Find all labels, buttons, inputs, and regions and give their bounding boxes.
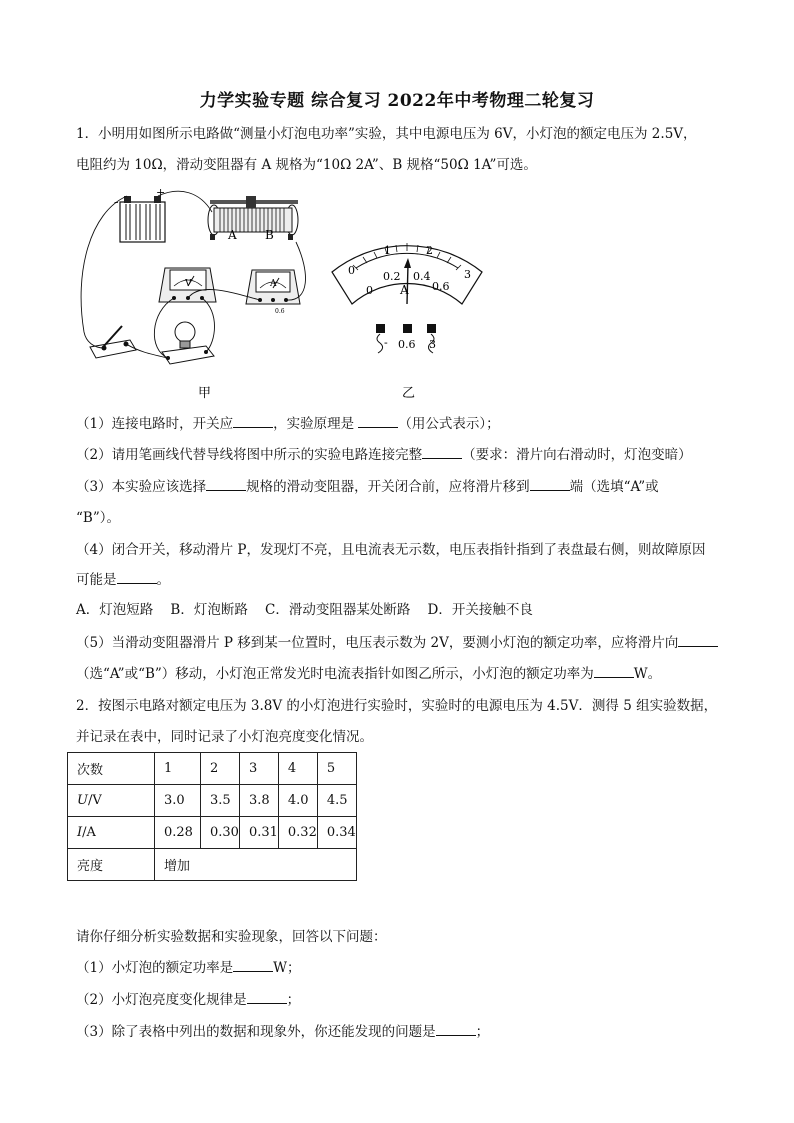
lamp-icon bbox=[162, 322, 214, 364]
table-header-cell: 次数 bbox=[68, 753, 155, 785]
answer-blank[interactable] bbox=[206, 477, 246, 491]
q2-sub3: （3）除了表格中列出的数据和现象外，你还能发现的问题是 ； bbox=[76, 1024, 490, 1040]
answer-blank[interactable] bbox=[436, 1022, 476, 1036]
rheostat-icon bbox=[208, 196, 298, 240]
q1-part3-cont: “B”）。 bbox=[76, 510, 120, 526]
table-row bbox=[68, 785, 357, 817]
table-cell: 0.31 bbox=[239, 817, 278, 849]
table-cell: 3.8 bbox=[239, 785, 278, 817]
figure-jia-caption: 甲 bbox=[198, 386, 212, 401]
switch-icon bbox=[90, 326, 136, 358]
q2-intro-line2: 并记录在表中，同时记录了小灯泡亮度变化情况。 bbox=[76, 729, 373, 745]
rheostat-a-label: A bbox=[228, 228, 237, 242]
ammeter-range-label: 0.6 bbox=[275, 308, 285, 315]
battery-plus-label: + bbox=[156, 186, 166, 199]
dial-top-1: 1 bbox=[384, 244, 391, 257]
table-cell: 2 bbox=[201, 753, 240, 785]
answer-blank[interactable] bbox=[358, 414, 398, 428]
table-cell: 增加 bbox=[155, 849, 357, 881]
q1-options: A．灯泡短路 B．灯泡断路 C．滑动变阻器某处断路 D．开关接触不良 bbox=[76, 602, 533, 618]
dial-unit: A bbox=[400, 283, 409, 297]
table-cell: 4 bbox=[278, 753, 317, 785]
q1-part2: （2）请用笔画线代替导线将图中所示的实验电路连接完整 （要求：滑片向右滑动时，灯泡变暗） bbox=[76, 447, 692, 463]
answer-blank[interactable] bbox=[530, 477, 570, 491]
answer-blank[interactable] bbox=[422, 445, 462, 459]
table-row bbox=[68, 753, 357, 785]
terminal-minus: - bbox=[384, 336, 388, 349]
dial-bottom-0: 0 bbox=[366, 284, 373, 297]
dial-top-0: 0 bbox=[348, 264, 355, 277]
table-cell: 0.28 bbox=[155, 817, 201, 849]
terminal-3: 3 bbox=[429, 338, 436, 351]
q1-intro-line2: 电阻约为 10Ω，滑动变阻器有 A 规格为“10Ω 2A”、B 规格“50Ω 1A”可选。 bbox=[76, 157, 537, 173]
dial-bottom-3: 0.6 bbox=[432, 280, 450, 293]
q1-part5-cont: （选“A”或“B”）移动，小灯泡正常发光时电流表指针如图乙所示，小灯泡的额定功率为 W。 bbox=[76, 666, 662, 682]
table-cell: 0.34 bbox=[317, 817, 356, 849]
answer-blank[interactable] bbox=[247, 990, 287, 1004]
rheostat-b-label: B bbox=[265, 228, 274, 242]
answer-blank[interactable] bbox=[678, 633, 718, 647]
table-cell: 3.5 bbox=[201, 785, 240, 817]
data-table bbox=[67, 752, 357, 881]
dial-top-3: 3 bbox=[464, 268, 471, 281]
battery-icon bbox=[120, 196, 165, 242]
terminal-06: 0.6 bbox=[398, 338, 416, 351]
q1-part1: （1）连接电路时，开关应 ，实验原理是 （用公式表示）； bbox=[76, 416, 500, 432]
answer-blank[interactable] bbox=[233, 958, 273, 972]
table-cell: 3.0 bbox=[155, 785, 201, 817]
q2-sub2: （2）小灯泡亮度变化规律是 ； bbox=[76, 992, 301, 1008]
table-row bbox=[68, 849, 357, 881]
figure-yi-caption: 乙 bbox=[402, 386, 416, 401]
table-cell: 1 bbox=[155, 753, 201, 785]
answer-blank[interactable] bbox=[594, 664, 634, 678]
page-title: 力学实验专题 综合复习 2022年中考物理二轮复习 bbox=[199, 91, 595, 111]
q2-sub1: （1）小灯泡的额定功率是 W； bbox=[76, 960, 301, 976]
q1-part4-cont: 可能是 。 bbox=[76, 572, 170, 588]
table-cell: 3 bbox=[239, 753, 278, 785]
q2-intro-line1: 2．按图示电路对额定电压为 3.8V 的小灯泡进行实验时，实验时的电源电压为 4.5V．测得 5 组实验数据， bbox=[76, 698, 718, 714]
voltmeter-label: V bbox=[185, 279, 192, 289]
battery-minus-label: - bbox=[114, 195, 119, 210]
answer-blank[interactable] bbox=[233, 414, 273, 428]
answer-blank[interactable] bbox=[117, 570, 157, 584]
table-header-cell: 亮度 bbox=[68, 849, 155, 881]
dial-top-2: 2 bbox=[426, 244, 433, 257]
table-row bbox=[68, 817, 357, 849]
table-header-cell: I/A bbox=[68, 817, 155, 849]
table-cell: 0.30 bbox=[201, 817, 240, 849]
dial-bottom-2: 0.4 bbox=[413, 270, 431, 283]
q1-part3: （3）本实验应该选择 规格的滑动变阻器，开关闭合前，应将滑片移到 端（选填“A”或 bbox=[76, 479, 659, 495]
ammeter-label: A bbox=[270, 279, 277, 289]
table-cell: 4.0 bbox=[278, 785, 317, 817]
table-cell: 0.32 bbox=[278, 817, 317, 849]
q1-part4: （4）闭合开关，移动滑片 P，发现灯不亮，且电流表无示数，电压表指针指到了表盘最右侧，则故障原因 bbox=[76, 542, 706, 558]
table-cell: 5 bbox=[317, 753, 356, 785]
table-header-cell: U/V bbox=[68, 785, 155, 817]
q2-prompt: 请你仔细分析实验数据和实验现象，回答以下问题： bbox=[76, 929, 387, 945]
table-cell: 4.5 bbox=[317, 785, 356, 817]
circuit-figure bbox=[70, 182, 490, 412]
dial-bottom-1: 0.2 bbox=[383, 270, 401, 283]
q1-part5: （5）当滑动变阻器滑片 P 移到某一位置时，电压表示数为 2V，要测小灯泡的额定功率，应将滑片向 bbox=[76, 633, 718, 653]
q1-intro-line1: 1．小明用如图所示电路做“测量小灯泡电功率”实验，其中电源电压为 6V，小灯泡的额定电压为 2.5V， bbox=[76, 126, 697, 142]
